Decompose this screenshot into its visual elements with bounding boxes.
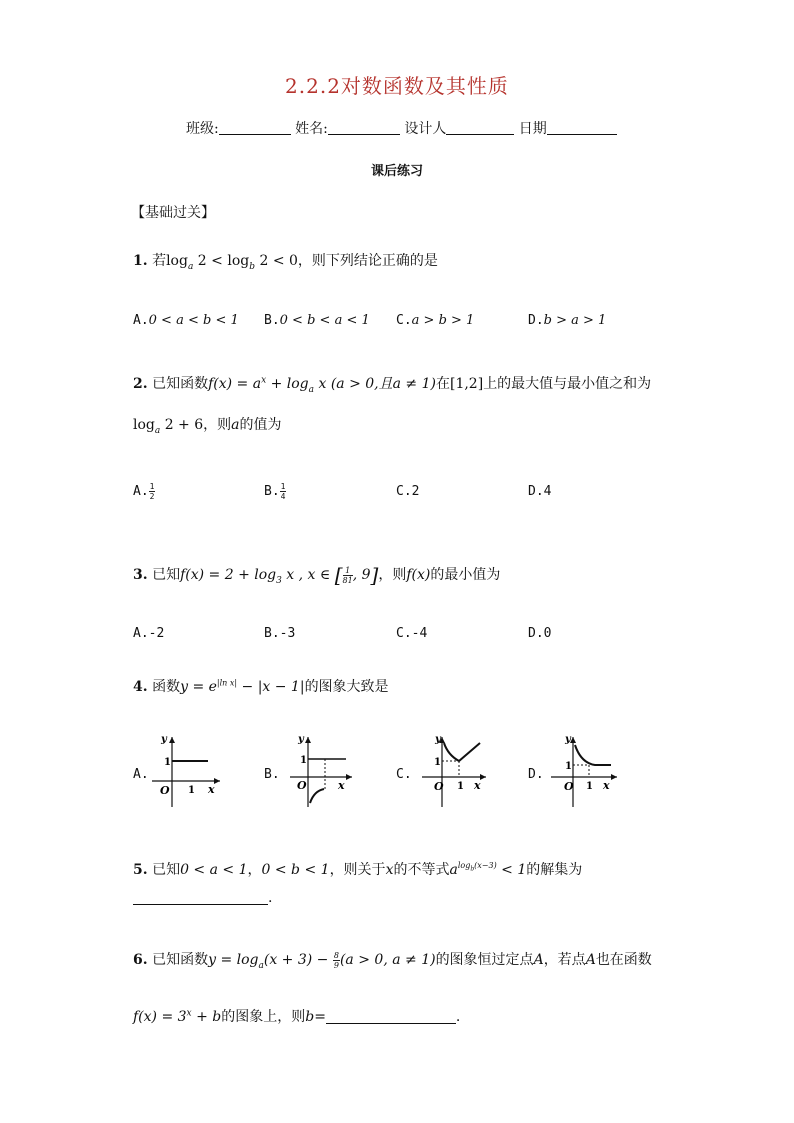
curve (310, 789, 324, 803)
log: log (166, 253, 188, 269)
math: y = e (180, 679, 217, 695)
text: 已知 (152, 862, 181, 878)
q2-option-a[interactable] (133, 482, 155, 501)
sup: x (186, 1008, 192, 1019)
question-5 (133, 859, 582, 879)
var: a (231, 417, 240, 433)
option-label: D. (528, 313, 544, 328)
math: + b (191, 1009, 222, 1025)
text: ，则关于 (329, 862, 386, 878)
math: y = log (208, 952, 259, 968)
var: A (533, 952, 544, 968)
page-title: 2.2.2对数函数及其性质 (285, 74, 509, 98)
sup: |ln x| (216, 678, 238, 688)
question-6-line2 (133, 1006, 460, 1026)
math (449, 862, 526, 878)
sub: a (154, 425, 161, 436)
math (133, 1009, 221, 1025)
text: 已知函数 (152, 376, 209, 392)
fx: f(x) = a (208, 376, 262, 392)
tick-label: 1 (457, 781, 464, 792)
cond: (a > 0,且a ≠ 1) (330, 376, 436, 392)
text: 若 (152, 253, 167, 269)
q4-graph-b[interactable] (280, 733, 360, 809)
question-2-line2 (133, 414, 282, 436)
q2-option-c[interactable] (396, 484, 419, 499)
text: . (268, 890, 273, 906)
origin-label: O (297, 779, 307, 792)
numerator: 1 (343, 566, 353, 576)
var: b (305, 1009, 315, 1025)
question-5-line2 (133, 890, 272, 906)
math: 2 + 6 (160, 417, 204, 433)
text: 也在函数 (595, 952, 652, 968)
base: a (449, 862, 458, 878)
x-label: x (338, 779, 345, 792)
sub: b (249, 261, 255, 272)
sup: (x−3) (474, 861, 497, 871)
text: 函数 (152, 679, 181, 695)
cond: (a > 0, a ≠ 1) (339, 952, 436, 968)
question-6 (133, 949, 652, 971)
math: (x + 3) − (263, 952, 333, 968)
sup: log (457, 861, 471, 871)
q4-graph-c[interactable] (414, 733, 494, 809)
numerator: 8 (333, 950, 339, 960)
option-text: 4 (543, 484, 552, 499)
math: x , x ∈ (281, 567, 335, 583)
var: x (385, 862, 394, 878)
math (180, 563, 379, 587)
text: ，则下列结论正确的是 (297, 253, 438, 269)
num: 2 (259, 253, 269, 269)
designer-label: 设计人 (404, 121, 447, 137)
fraction (333, 951, 340, 970)
text: 在 (435, 376, 450, 392)
math (166, 253, 298, 272)
origin-label: O (434, 780, 444, 793)
fraction (280, 482, 287, 501)
q4-option-c-label[interactable]: C. (396, 767, 412, 782)
text: ， (247, 862, 262, 878)
math: f(x) = 3 (133, 1009, 187, 1025)
answer-blank[interactable] (133, 890, 268, 905)
option-text: 0 (543, 626, 552, 641)
denominator: 4 (280, 492, 286, 501)
question-number: 5. (133, 862, 148, 878)
q4-option-b-label[interactable]: B. (264, 767, 280, 782)
question-2 (133, 373, 651, 395)
text: = (314, 1009, 326, 1025)
x-arrow-icon (611, 774, 617, 780)
option-label: B. (264, 484, 280, 499)
option-text: a > b > 1 (411, 313, 475, 328)
math (208, 950, 436, 971)
q2-option-b[interactable] (264, 482, 286, 501)
log: + log (266, 376, 309, 392)
tick-label: 1 (434, 757, 441, 768)
text: . (455, 1009, 461, 1025)
y-label: y (435, 734, 441, 745)
text: 的最小值为 (430, 567, 501, 583)
q4-graph-d[interactable] (545, 733, 625, 809)
y-arrow-icon (305, 737, 311, 743)
log: log (227, 253, 250, 269)
math (180, 679, 304, 695)
sub: a (258, 960, 264, 971)
text: ，若点 (543, 952, 586, 968)
q4-option-a-label[interactable]: A. (133, 767, 149, 782)
question-4 (133, 676, 389, 696)
math: , 9 (352, 567, 371, 583)
sub: a (187, 261, 194, 272)
x: x (314, 376, 327, 392)
section-heading: 【基础过关】 (131, 205, 215, 221)
log: log (133, 417, 155, 433)
q1-option-d[interactable] (528, 313, 606, 328)
option-label: D. (528, 626, 544, 641)
q1-option-c[interactable] (396, 313, 474, 328)
tick-label: 1 (188, 785, 195, 796)
text: 已知 (152, 567, 181, 583)
tick-label: 1 (300, 755, 307, 766)
text: 上的最大值与最小值之和为 (483, 376, 652, 392)
option-label: B. (264, 626, 280, 641)
question-number: 6. (133, 952, 148, 968)
bracket-close: ] (370, 563, 379, 587)
math (208, 375, 436, 395)
curve (444, 743, 480, 761)
text: ，则 (378, 567, 407, 583)
interval: [1,2] (449, 376, 484, 392)
sub: a (308, 384, 315, 395)
option-text: -3 (279, 626, 296, 641)
num: 2 (197, 253, 207, 269)
option-label: A. (133, 626, 149, 641)
tick-label: 1 (164, 757, 171, 768)
math: 0 < b < 1 (261, 862, 330, 878)
designer-blank[interactable] (446, 120, 514, 135)
q4-graph-a[interactable] (146, 733, 226, 809)
x-arrow-icon (346, 774, 352, 780)
y-label: y (298, 734, 304, 745)
option-text: b > a > 1 (543, 313, 607, 328)
q3-option-a[interactable] (133, 626, 164, 641)
option-text: 2 (411, 484, 420, 499)
denominator: 9 (333, 960, 339, 970)
var: A (585, 952, 596, 968)
date-blank[interactable] (547, 120, 617, 135)
sub: b (470, 865, 475, 873)
date-label: 日期 (518, 121, 547, 137)
math: < 1 (496, 862, 527, 878)
sup: x (261, 375, 267, 386)
fx: f(x) (406, 567, 431, 583)
op: < (211, 253, 223, 269)
denominator: 81 (342, 575, 353, 585)
text: 的不等式 (393, 862, 450, 878)
q1-option-b[interactable] (264, 313, 370, 328)
y-label: y (161, 734, 167, 745)
sub: 3 (276, 575, 282, 586)
text: ，则 (203, 417, 232, 433)
origin-label: O (160, 784, 170, 797)
fx: f(x) = 2 + log (180, 567, 277, 583)
x-arrow-icon (480, 774, 486, 780)
question-number: 1. (133, 253, 148, 269)
text: 的图象恒过定点 (435, 952, 534, 968)
option-label: B. (264, 313, 280, 328)
subtitle: 课后练习 (370, 164, 423, 179)
q2-option-d[interactable] (528, 484, 551, 499)
option-label: A. (133, 484, 149, 499)
fraction (343, 566, 353, 585)
q1-option-a[interactable] (133, 313, 239, 328)
option-label: C. (396, 484, 412, 499)
numerator: 1 (149, 482, 155, 491)
x-label: x (208, 783, 215, 796)
answer-blank[interactable] (326, 1009, 456, 1024)
y-label: y (565, 734, 571, 745)
op: < 0 (272, 253, 298, 269)
y-arrow-icon (570, 737, 576, 743)
text: 已知函数 (152, 952, 209, 968)
option-text: -2 (148, 626, 165, 641)
x-label: x (603, 779, 610, 792)
option-label: A. (133, 313, 149, 328)
bracket-open: [ (334, 563, 343, 587)
option-label: C. (396, 626, 412, 641)
option-text: 0 < b < a < 1 (279, 313, 370, 328)
q3-option-c[interactable] (396, 626, 427, 641)
denominator: 2 (149, 492, 155, 501)
name-label: 姓名: (295, 121, 328, 137)
question-number: 3. (133, 567, 148, 583)
numerator: 1 (280, 482, 286, 491)
question-number: 4. (133, 679, 148, 695)
name-blank[interactable] (328, 120, 400, 135)
math: 0 < a < 1 (180, 862, 248, 878)
curve (575, 745, 611, 765)
question-number: 2. (133, 376, 148, 392)
q4-option-d-label[interactable]: D. (528, 767, 544, 782)
class-blank[interactable] (219, 120, 291, 135)
question-3 (133, 563, 500, 587)
option-text: -4 (411, 626, 428, 641)
y-arrow-icon (169, 737, 175, 743)
text: 的值为 (239, 417, 282, 433)
option-label: C. (396, 313, 412, 328)
class-label: 班级: (186, 121, 219, 137)
q3-option-d[interactable] (528, 626, 551, 641)
text: 的图象上，则 (221, 1009, 306, 1025)
origin-label: O (564, 780, 574, 793)
tick-label: 1 (565, 761, 572, 772)
option-label: D. (528, 484, 544, 499)
text: 的解集为 (526, 862, 583, 878)
q3-option-b[interactable] (264, 626, 295, 641)
x-label: x (474, 779, 481, 792)
x-arrow-icon (214, 778, 220, 784)
info-line (186, 118, 617, 138)
math: − |x − 1| (237, 679, 305, 695)
text: 的图象大致是 (304, 679, 389, 695)
tick-label: 1 (586, 781, 593, 792)
option-text: 0 < a < b < 1 (148, 313, 239, 328)
fraction (149, 482, 156, 501)
question-1 (133, 250, 438, 272)
